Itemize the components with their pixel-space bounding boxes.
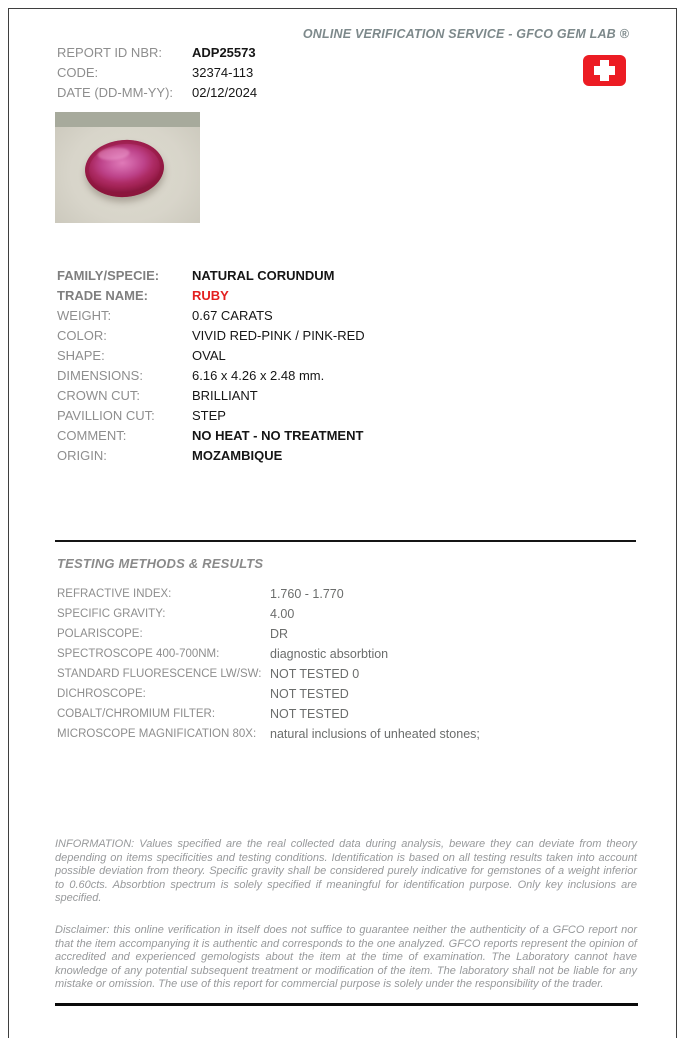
- identification-row: [57, 325, 365, 345]
- testing-label: SPECIFIC GRAVITY:: [57, 608, 166, 620]
- testing-label: STANDARD FLUORESCENCE LW/SW:: [57, 668, 262, 680]
- swiss-cross-horizontal: [594, 66, 615, 75]
- report-meta-label: CODE:: [57, 64, 99, 80]
- identification-label: WEIGHT:: [57, 307, 112, 323]
- testing-value: NOT TESTED: [270, 707, 349, 721]
- testing-value: 1.760 - 1.770: [270, 587, 344, 601]
- report-meta-value: 02/12/2024: [192, 84, 258, 100]
- identification-row: [57, 345, 365, 365]
- report-meta-value: 32374-113: [192, 64, 254, 80]
- ruby-gemstone-image: [83, 137, 167, 201]
- report-meta-label: DATE (DD-MM-YY):: [57, 84, 174, 100]
- information-paragraph: INFORMATION: Values specified are the real collected data during analysis, beware they can deviate from theory depending on items specificities and testing conditions. Identification is based on all testing results taken into account possible deviation from theory. Specific gravity shall be considered purely indicative for gemstones of a weight inferior to 0.60cts. Absorbtion spectrum is solely specified if meaningful for identification purpose. Only key inclusions are specified.: [55, 838, 637, 905]
- identification-row: [57, 385, 365, 405]
- identification-section: [57, 265, 365, 465]
- testing-label: SPECTROSCOPE 400-700NM:: [57, 648, 220, 660]
- report-meta-value: ADP25573: [192, 44, 256, 60]
- identification-value: RUBY: [192, 287, 229, 303]
- testing-label: POLARISCOPE:: [57, 628, 143, 640]
- testing-section: [57, 584, 480, 744]
- identification-value: 6.16 x 4.26 x 2.48 mm.: [192, 367, 325, 383]
- testing-row: [57, 624, 480, 644]
- section-divider-line: [55, 540, 636, 542]
- testing-value: diagnostic absorbtion: [270, 647, 389, 661]
- testing-label: COBALT/CHROMIUM FILTER:: [57, 708, 216, 720]
- report-meta: [57, 42, 257, 102]
- identification-label: SHAPE:: [57, 347, 105, 363]
- bottom-rule-line: [55, 1003, 638, 1006]
- identification-label: PAVILLION CUT:: [57, 407, 155, 423]
- report-meta-row: [57, 82, 257, 102]
- identification-value: NO HEAT - NO TREATMENT: [192, 427, 364, 443]
- identification-row: [57, 425, 365, 445]
- testing-row: [57, 684, 480, 704]
- identification-row: [57, 405, 365, 425]
- identification-row: [57, 365, 365, 385]
- testing-label: DICHROSCOPE:: [57, 688, 146, 700]
- identification-row: [57, 305, 365, 325]
- service-title: ONLINE VERIFICATION SERVICE - GFCO GEM LAB ®: [302, 27, 629, 41]
- identification-label: DIMENSIONS:: [57, 367, 143, 383]
- identification-value: 0.67 CARATS: [192, 307, 273, 323]
- identification-value: BRILLIANT: [192, 387, 258, 403]
- testing-row: [57, 704, 480, 724]
- swiss-flag-icon: [583, 55, 626, 86]
- identification-label: CROWN CUT:: [57, 387, 141, 403]
- testing-value: natural inclusions of unheated stones;: [270, 727, 480, 741]
- testing-value: DR: [270, 627, 289, 641]
- testing-label: MICROSCOPE MAGNIFICATION 80X:: [57, 728, 257, 740]
- report-meta-row: [57, 42, 257, 62]
- identification-label: COLOR:: [57, 327, 107, 343]
- identification-value: NATURAL CORUNDUM: [192, 267, 335, 283]
- identification-row: [57, 445, 365, 465]
- report-meta-row: [57, 62, 257, 82]
- testing-value: 4.00: [270, 607, 295, 621]
- identification-value: OVAL: [192, 347, 226, 363]
- identification-label: FAMILY/SPECIE:: [57, 267, 160, 283]
- identification-value: STEP: [192, 407, 226, 423]
- identification-row: [57, 265, 365, 285]
- testing-row: [57, 584, 480, 604]
- testing-value: NOT TESTED: [270, 687, 349, 701]
- gem-photo: [55, 112, 200, 223]
- identification-value: VIVID RED-PINK / PINK-RED: [192, 327, 365, 343]
- testing-label: REFRACTIVE INDEX:: [57, 588, 172, 600]
- testing-row: [57, 604, 480, 624]
- identification-label: TRADE NAME:: [57, 287, 148, 303]
- identification-label: ORIGIN:: [57, 447, 107, 463]
- testing-value: NOT TESTED 0: [270, 667, 360, 681]
- identification-row: [57, 285, 365, 305]
- testing-section-title: TESTING METHODS & RESULTS: [57, 556, 264, 571]
- photo-background-band: [55, 112, 200, 127]
- report-meta-label: REPORT ID NBR:: [57, 44, 162, 60]
- testing-row: [57, 724, 480, 744]
- disclaimer-paragraph: Disclaimer: this online verification in itself does not suffice to guarantee neither the authenticity of a GFCO report nor that the item accompanying it is authentic and corresponds to the one analyzed. GFCO reports represent the opinion of accredited and experienced gemologists about the item at the time of examination. The Laboratory cannot have knowledge of any potential subsequent treatment or modification of the item. The laboratory shall not be liable for any mistake or omission. The use of this report for commercial purpose is solely under the responsibility of the trader.: [55, 924, 637, 991]
- testing-row: [57, 644, 480, 664]
- testing-row: [57, 664, 480, 684]
- identification-value: MOZAMBIQUE: [192, 447, 283, 463]
- identification-label: COMMENT:: [57, 427, 127, 443]
